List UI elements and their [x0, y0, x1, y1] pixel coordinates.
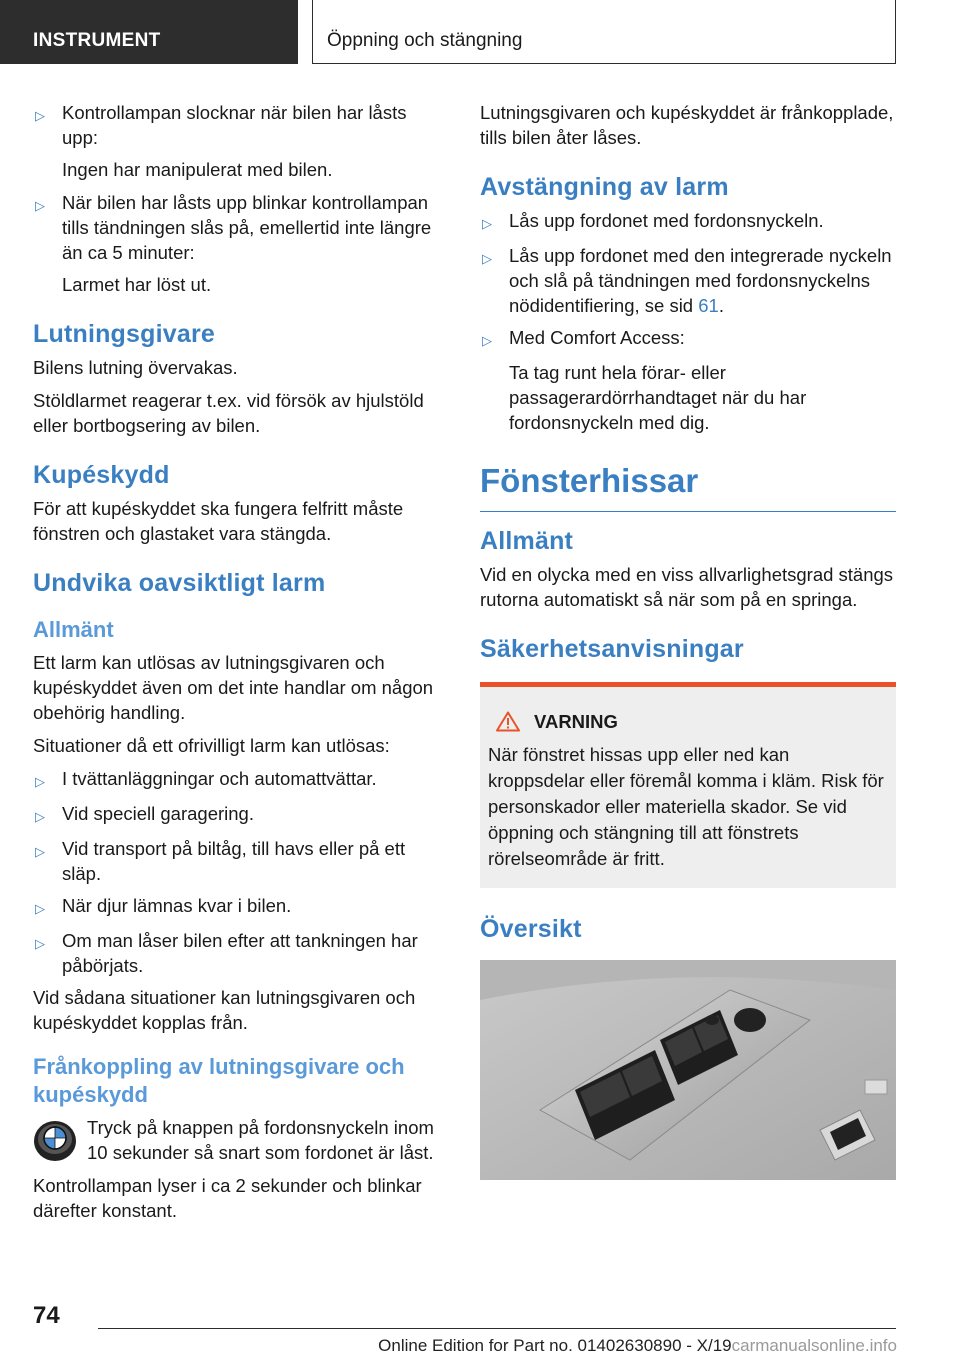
- warning-box: [480, 682, 896, 888]
- triangle-right-icon: ▷: [35, 809, 45, 824]
- paragraph: Lutningsgivaren och kupéskyddet är frånkopplade, tills bilen åter låses.: [480, 102, 894, 148]
- chapter-title: Öppning och stängning: [312, 0, 896, 64]
- list-item: ▷ Lås upp fordonet med fordonsnyckeln.: [480, 208, 896, 236]
- bmw-key-fob-icon: [33, 1119, 77, 1163]
- triangle-right-icon: ▷: [35, 936, 45, 951]
- triangle-right-icon: ▷: [35, 108, 45, 123]
- list-item: ▷ När bilen har låsts upp blinkar kontrollampan tills tändningen slås på, emellertid inte längre än ca 5 minuter:: [35, 192, 432, 263]
- list-item: ▷ Vid speciell garagering.: [33, 801, 443, 829]
- list-item-sub: Larmet har löst ut.: [62, 274, 212, 295]
- paragraph: Bilens lutning övervakas.: [33, 357, 238, 378]
- paragraph: Vid en olycka med en viss allvarlighetsgrad stängs rutorna automatiskt så när som på en springa.: [480, 564, 894, 610]
- warning-label: VARNING: [534, 711, 618, 732]
- key-instruction: [33, 1115, 443, 1165]
- triangle-right-icon: ▷: [35, 774, 45, 789]
- heading-alarm-off: Avstängning av larm: [480, 173, 729, 201]
- list-item: ▷ Vid transport på biltåg, till havs eller på ett släp.: [35, 838, 406, 884]
- heading-overview: Översikt: [480, 915, 582, 943]
- paragraph: Situationer då ett ofrivilligt larm kan utlösas:: [33, 735, 390, 756]
- paragraph: Ett larm kan utlösas av lutningsgivaren och kupéskyddet även om det inte handlar om någon obehörig handling.: [33, 652, 434, 723]
- page-link-61[interactable]: 61: [698, 295, 719, 316]
- warning-header: [488, 709, 888, 734]
- list-item: ▷ Om man låser bilen efter att tankningen har påbörjats.: [35, 930, 418, 976]
- heading-cabin-protection: Kupéskydd: [33, 461, 170, 489]
- right-column: [480, 100, 896, 1186]
- paragraph: Vid sådana situationer kan lutningsgivaren och kupéskyddet kopplas från.: [33, 987, 416, 1033]
- list-item: ▷ Lås upp fordonet med den integrerade nyckeln och slå på tändningen med fordonsnyckelns nödidentifiering, se sid 61.: [482, 245, 892, 316]
- paragraph: Kontrollampan lyser i ca 2 sekunder och blinkar därefter konstant.: [33, 1175, 422, 1221]
- watermark: carmanualsonline.info: [731, 1336, 897, 1355]
- triangle-right-icon: ▷: [35, 844, 45, 859]
- window-switch-photo: [480, 960, 896, 1180]
- triangle-right-icon: ▷: [482, 251, 492, 266]
- triangle-right-icon: ▷: [35, 198, 45, 213]
- heading-avoid-false-alarm: Undvika oavsiktligt larm: [33, 569, 326, 597]
- warning-text: När fönstret hissas upp eller ned kan kroppsdelar eller föremål komma i kläm. Risk för personskador eller materiella skador. Se vid öppning och stängning till att fönstrets rörelseområde är fritt.: [488, 744, 884, 869]
- heading-general: Allmänt: [33, 617, 114, 642]
- list-item: ▷ Med Comfort Access:: [480, 325, 896, 353]
- triangle-right-icon: ▷: [35, 901, 45, 916]
- footer-divider: [98, 1328, 896, 1329]
- section-tab[interactable]: INSTRUMENT: [0, 0, 298, 64]
- footer-edition: Online Edition for Part no. 01402630890 - X/19carmanualsonline.info: [378, 1336, 897, 1355]
- key-instruction-text: Tryck på knappen på fordonsnyckeln inom 10 sekunder så snart som fordonet är låst.: [87, 1117, 434, 1163]
- heading-window-lifts: Fönsterhissar: [480, 461, 896, 512]
- heading-tilt-sensor: Lutningsgivare: [33, 320, 215, 348]
- heading-disconnect: Frånkoppling av lutningsgivare och kupéskydd: [33, 1054, 405, 1107]
- triangle-right-icon: ▷: [482, 216, 492, 231]
- page-number: 74: [33, 1302, 60, 1329]
- paragraph: För att kupéskyddet ska fungera felfritt måste fönstren och glastaket vara stängda.: [33, 498, 404, 544]
- list-item: ▷ Kontrollampan slocknar när bilen har låsts upp:: [35, 102, 407, 148]
- list-item: ▷ När djur lämnas kvar i bilen.: [33, 893, 443, 921]
- heading-safety: Säkerhetsanvisningar: [480, 635, 744, 663]
- list-item: ▷ I tvättanläggningar och automattvättar.: [33, 766, 443, 794]
- list-item-sub: Ingen har manipulerat med bilen.: [62, 159, 333, 180]
- warning-triangle-icon: [496, 711, 520, 732]
- list-item-sub: Ta tag runt hela förar- eller passagerardörrhandtaget när du har fordonsnyckeln med dig.: [509, 362, 807, 433]
- paragraph: Stöldlarmet reagerar t.ex. vid försök av hjulstöld eller bortbogsering av bilen.: [33, 390, 424, 436]
- triangle-right-icon: ▷: [482, 333, 492, 348]
- page-header: [0, 0, 960, 66]
- heading-general: Allmänt: [480, 527, 574, 555]
- left-column: [33, 100, 443, 1231]
